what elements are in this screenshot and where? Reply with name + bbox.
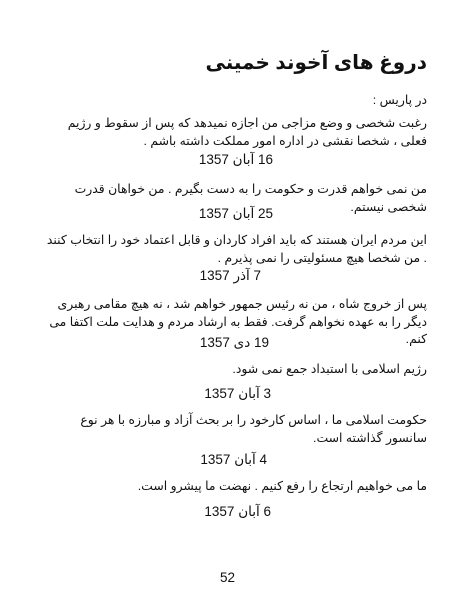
entry-text-5: رژیم اسلامی با استبداد جمع نمی شود. (232, 362, 427, 376)
entry-text-6: حکومت اسلامی ما ، اساس کارخود را بر بحث آزاد و مبارزه با هر نوع سانسور گذاشته است. (80, 413, 427, 445)
entry-date-4: 19 دی 1357 (199, 335, 269, 350)
entry-text-1: رغبت شخصی و وضع مزاجی من اجازه نمیدهد که پس از سقوط و رژیم فعلی ، شخصا نقشی در اداره امور مملکت داشته باشم . (67, 116, 427, 148)
entry-date-6: 4 آبان 1357 (200, 452, 267, 467)
entry-date-7: 6 آبان 1357 (204, 504, 271, 519)
location-line: در پاریس : (372, 93, 427, 107)
page-number: 52 (220, 570, 236, 585)
entry-date-3: 7 آذر 1357 (199, 268, 261, 283)
entry-text-2: من نمی خواهم قدرت و حکومت را به دست بگیرم . من خواهان قدرت شخصی نیستم. (74, 182, 427, 214)
entry-text-3: این مردم ایران هستند که باید افراد کاردان و قابل اعتماد خود را انتخاب کنند . من شخصا هیچ مسئولیتی را نمی پذیرم . (46, 233, 427, 265)
entry-date-1: 16 آبان 1357 (198, 152, 273, 167)
entry-date-5: 3 آبان 1357 (204, 386, 271, 401)
document-title: دروغ های آخوند خمینی (205, 52, 427, 74)
entry-text-4: پس از خروج شاه ، من نه رئیس جمهور خواهم شد ، نه هیچ مقامی رهبری دیگر را به عهده نخواهم گرفت. فقط به ارشاد مردم و هدایت ملت اکتفا می کنم. (49, 297, 427, 346)
entry-text-7: ما می خواهیم ارتجاع را رفع کنیم . نهضت ما پیشرو است. (137, 479, 427, 493)
entry-date-2: 25 آبان 1357 (198, 206, 273, 221)
